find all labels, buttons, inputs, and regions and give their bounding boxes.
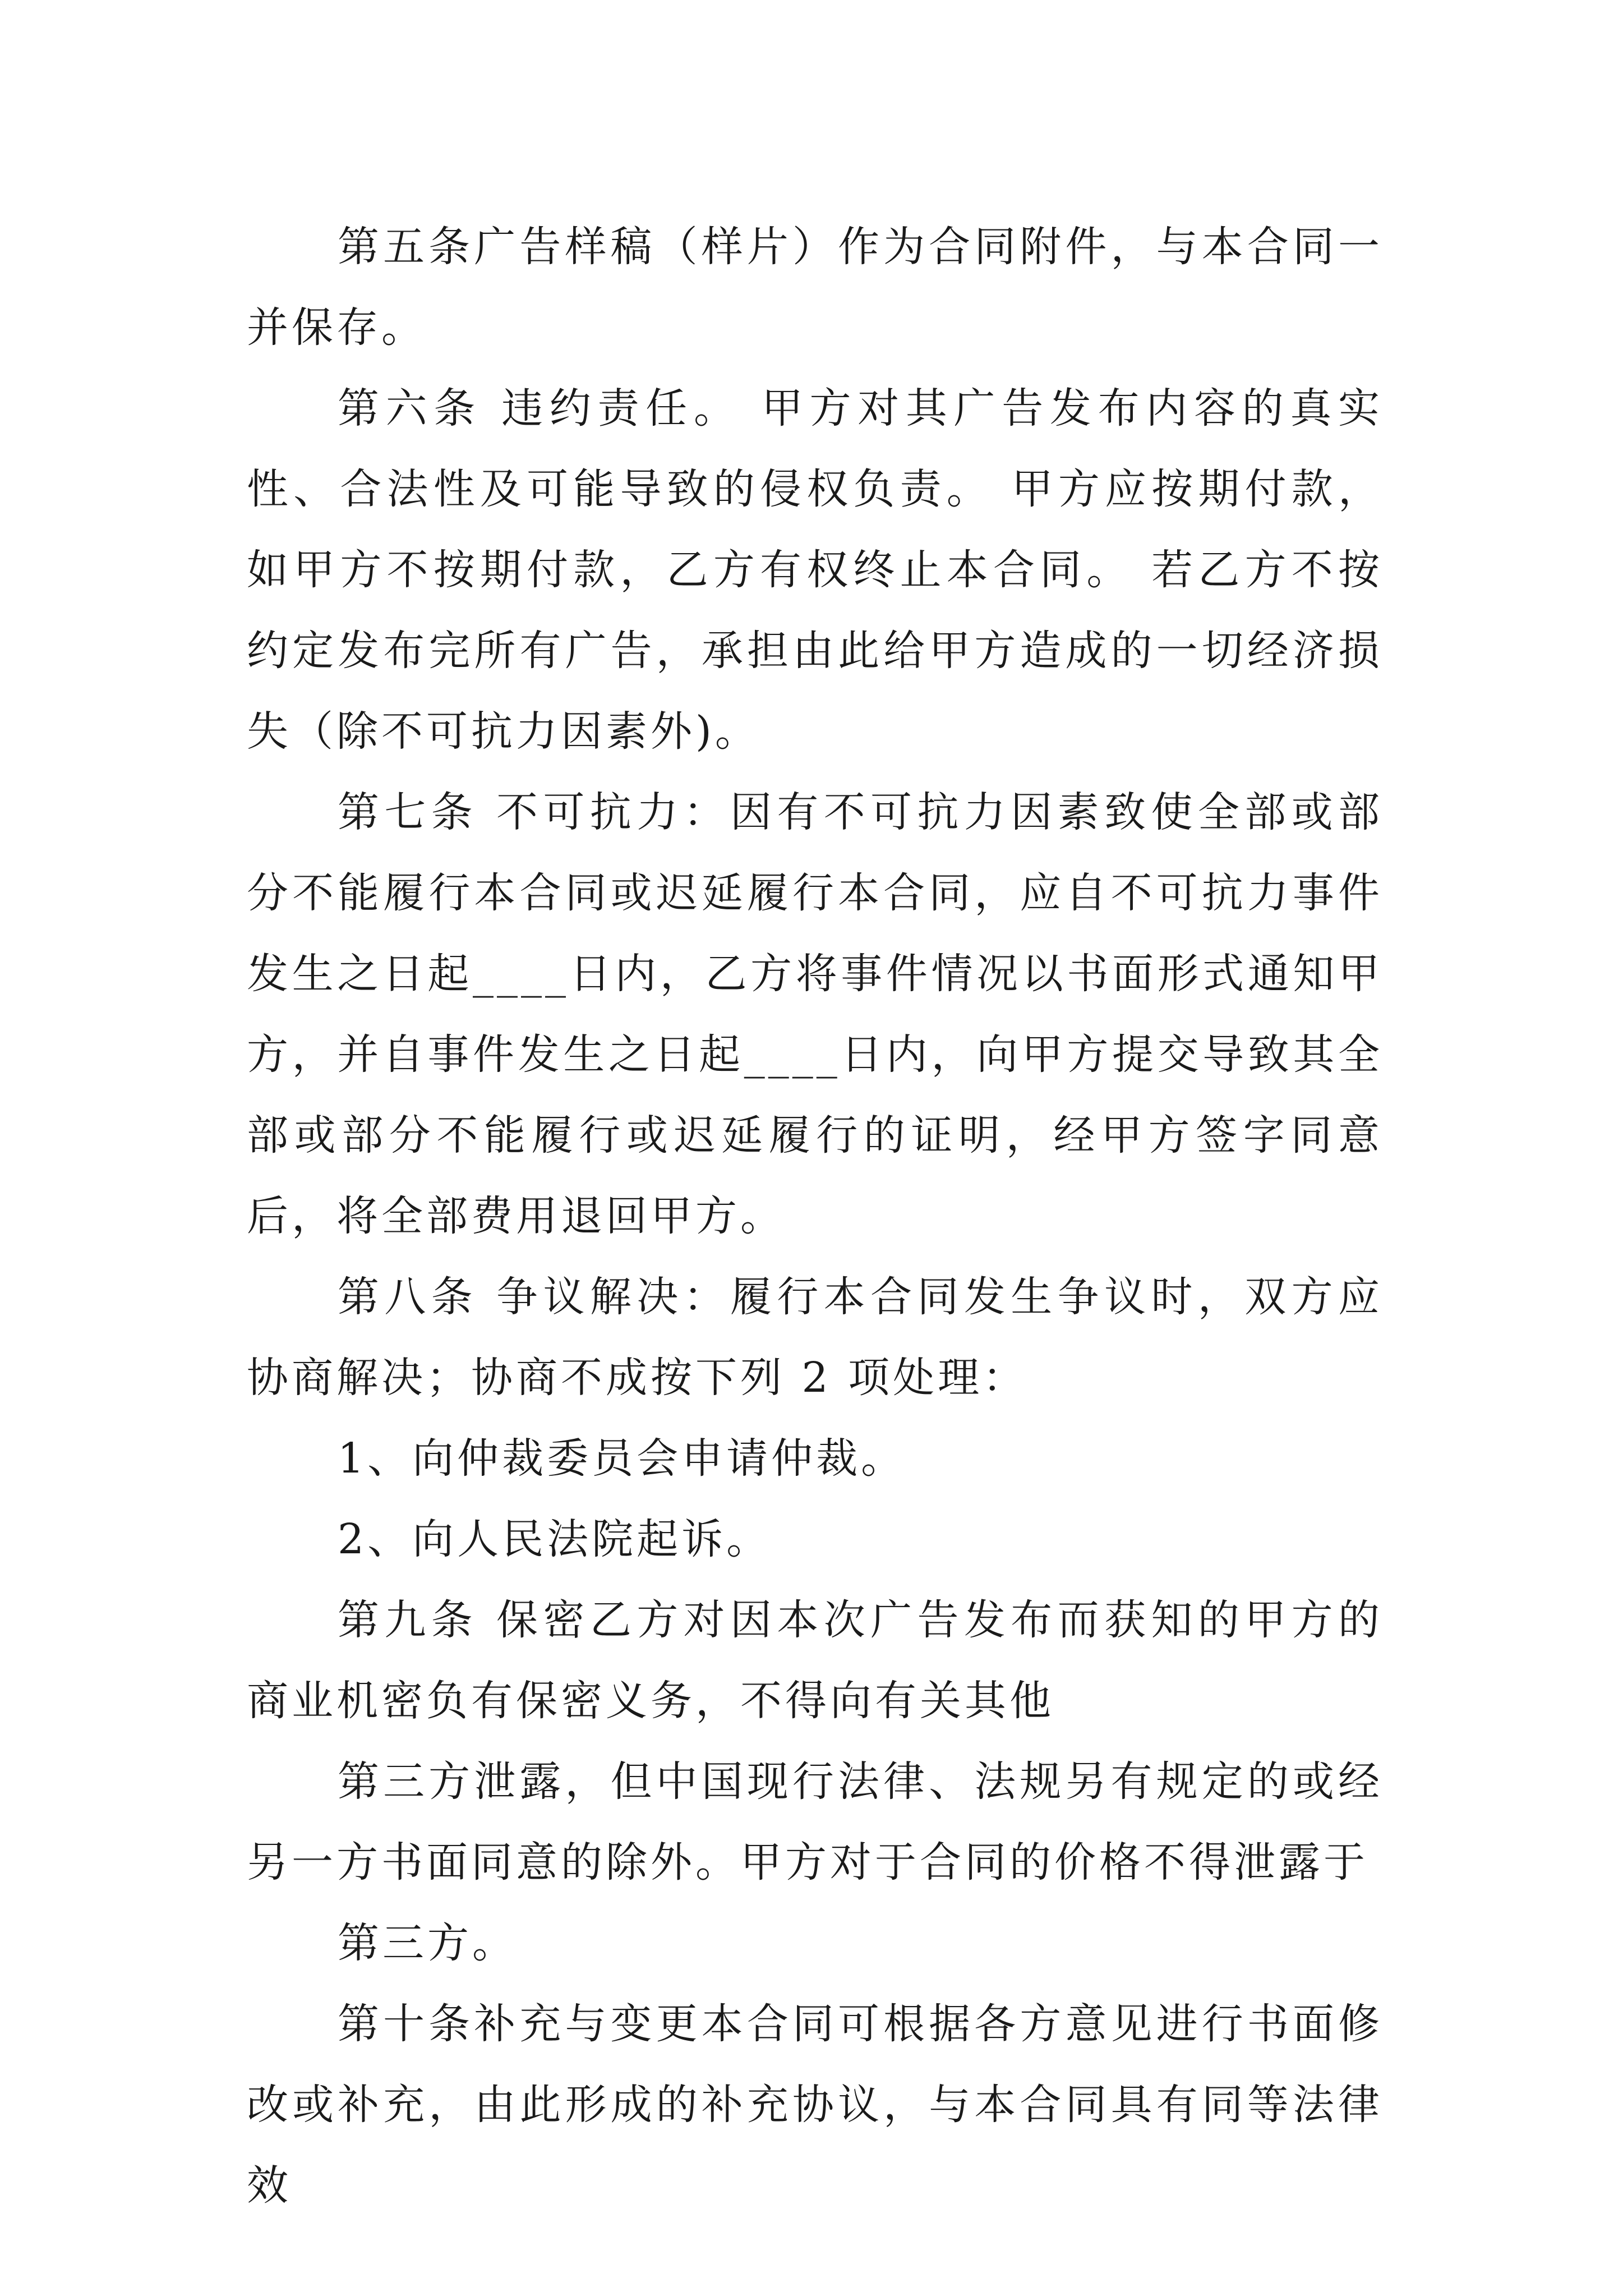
clause-8-option-2: 2、向人民法院起诉。 [338,1515,772,1563]
clause-8-option-1: 1、向仲裁委员会申请仲裁。 [338,1434,906,1483]
clause-6-paragraph: 第六条 违约责任。 甲方对其广告发布内容的真实性、合法性及可能导致的侵权负责。 甲方应按期付款，如甲方不按期付款，乙方有权终止本合同。 若乙方不按约定发布完所有广告，承担由此给甲方造成的一切经济损失（除不可抗力因素外)。 [247,384,1383,756]
clause-9-end: 第三方。 [338,1919,517,1967]
clause-8-paragraph: 第八条 争议解决：履行本合同发生争议时，双方应协商解决；协商不成按下列 2 项处理： [247,1273,1383,1402]
clause-9-continuation: 第三方泄露，但中国现行法律、法规另有规定的或经另一方书面同意的除外。甲方对于合同的价格不得泄露于 [247,1757,1383,1887]
clause-10-paragraph: 第十条补充与变更本合同可根据各方意见进行书面修改或补充，由此形成的补充协议，与本合同具有同等法律效 [247,2000,1383,2210]
clause-9-paragraph: 第九条 保密乙方对因本次广告发布而获知的甲方的商业机密负有保密义务，不得向有关其他 [247,1596,1383,1725]
document-body [247,206,1383,2226]
clause-7-paragraph: 第七条 不可抗力：因有不可抗力因素致使全部或部分不能履行本合同或迟延履行本合同，应自不可抗力事件发生之日起____日内，乙方将事件情况以书面形式通知甲方，并自事件发生之日起____日内，向甲方提交导致其全部或部分不能履行或迟延履行的证明，经甲方签字同意后，将全部费用退回甲方。 [247,788,1383,1240]
clause-5-paragraph: 第五条广告样稿（样片）作为合同附件，与本合同一并保存。 [247,223,1383,352]
